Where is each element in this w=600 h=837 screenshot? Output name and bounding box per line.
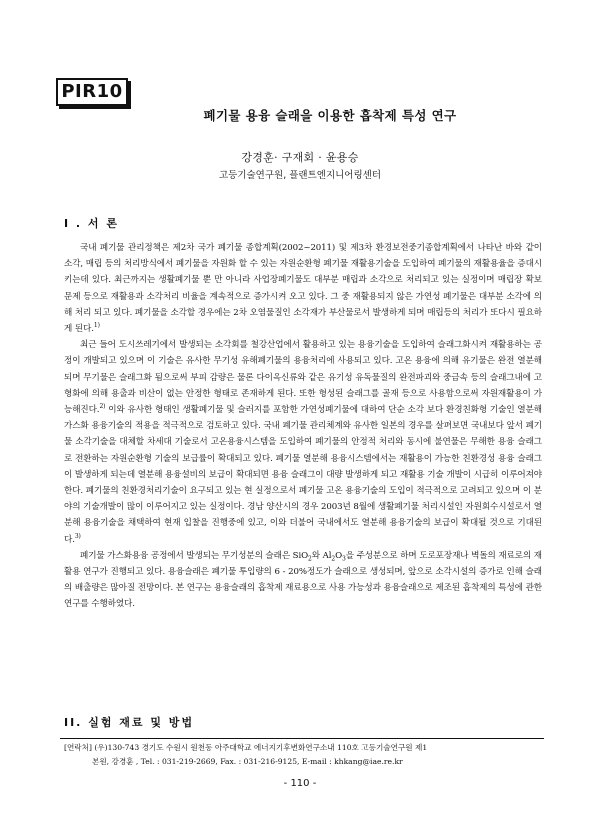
contact-footnote	[64, 741, 542, 769]
paragraph-2-text-a: 최근 들어 도시쓰레기에서 발생되는 소각회를 철강산업에서 활용하고 있는 용융기술을 도입하여 슬래그화시켜 재활용하는 공정이 개발되고 있으며 이 기술은 유사한 무기성 유해폐기물의 용융처리에 사용되고 있다. 고온 용융에 의해 유기물은 완전 열분해되며 무기물은 슬래그화 됨으로써 부피 감량은 물론 다이옥신류와 같은 유기성 유독물질의 완전파괴와 중금속 등의 슬래그내에 고형화에 의해 용출과 비산이 없는 안정한 형태로 존재하게 된다. 또한 형성된 슬래그를 골재 등으로 사용함으로써 자원재활용이 가능해진다.	[64, 340, 542, 416]
citation-1: 1)	[93, 322, 100, 330]
paragraph-3-text-c: O	[335, 550, 343, 561]
introduction-body	[64, 240, 542, 613]
paragraph-3-text-a: 폐기물 가스화용융 공정에서 발생되는 무기성분의 슬래은 SiO	[80, 550, 309, 561]
citation-2: 2)	[99, 403, 106, 411]
section-heading-introduction: I . 서 론	[64, 217, 120, 230]
page-number: - 110 -	[283, 778, 317, 789]
paragraph-2	[64, 337, 542, 548]
footnote-divider	[60, 738, 544, 739]
subscript-al2: 2	[331, 555, 336, 563]
footnote-line-2: 본원, 강경훈 , Tel. : 031-219-2669, Fax. : 031-216-9125, E-mail : khkang@iae.re.kr	[92, 757, 403, 766]
paragraph-3	[64, 548, 542, 613]
footnote-line-1: [연락처] (우)130-743 경기도 수원시 원천동 아주대학교 에너지기후변화연구소내 110호 고등기술연구원 제1	[64, 743, 428, 752]
paragraph-2-text-b: 이와 유사한 형태인 생활폐기물 및 슬러지를 포함한 가연성폐기물에 대하여 단순 소각 보다 환경친화형 기술인 열분해 가스화 용융기술의 적용을 적극적으로 검토하고 있다. 국내 폐기물 관리체계와 유사한 일본의 경우를 살펴보면 국내보다 앞서 폐기물 소각기술을 대체할 차세대 기술로서 고온용융시스템을 도입하여 폐기물의 안정적 처리와 동시에 불연물은 무해한 용융 슬래그로 전환하는 자원순환형 기술의 보급률이 확대되고 있다. 폐기물 열분해 용융시스템에서는 재활용이 가능한 친환경성 용융 슬래그이 발생하게 되는데 열분해 용융설비의 보급이 확대되면 용융 슬래그이 대량 발생하게 되고 재활용 기술 개발이 시급히 이루어져야 한다. 폐기물의 친환경처리기술이 요구되고 있는 현 실정으로서 폐기물 고온 용융기술의 도입이 적극적으로 고려되고 있으며 이 분야의 기술개발이 많이 이루어지고 있는 실정이다. 경남 양산시의 경우 2003년 8월에 생활폐기물 처리시설인 자원회수시설로서 열분해 용융기술을 채택하여 현재 입찰을 진행중에 있고, 이와 더불어 국내에서도 열분해 용융기술의 보급이 확대될 것으로 기대된다.	[64, 405, 542, 545]
section-heading-methods: II. 실험 재료 및 방법	[64, 716, 195, 729]
paragraph-3-text-d: 을 주성분으로 하며 도로포장재나 벽돌의 재료로의 재활용 연구가 진행되고 있다. 용융슬래은 폐기물 투입량의 6 - 20%정도가 슬래으로 생성되며, 앞으로 소각시설의 증가로 인해 슬래의 배출량은 많아질 전망이다. 본 연구는 용융슬래의 흡착제 재료용으로 사용 가능성과 용융슬래으로 제조된 흡착제의 특성에 관한 연구를 수행하였다.	[64, 550, 542, 610]
subscript-o3: 3	[342, 555, 346, 563]
paper-code-badge: PIR10	[56, 78, 128, 106]
paragraph-3-text-b: 와 Al	[311, 550, 332, 561]
author-list: 강경훈· 구재회 · 윤용승	[241, 151, 359, 164]
paragraph-1	[64, 240, 542, 337]
author-affiliation: 고등기술연구원, 플랜트엔지니어링센터	[218, 170, 382, 181]
paper-title: 폐기물 용융 슬래을 이용한 흡착제 특성 연구	[203, 108, 457, 123]
citation-3: 3)	[74, 532, 81, 540]
subscript-sio2: 2	[308, 555, 312, 563]
paragraph-1-text: 국내 폐기물 관리정책은 제2차 국가 폐기물 종합계획(2002~2011) 및 제3차 환경보전중기종합계획에서 나타난 바와 같이 소각, 매립 등의 처리방식에서 폐기물을 자원화 할 수 있는 자원순환형 폐기물 재활용기술을 도입하여 폐기물의 재활용율을 증대시키는데 있다. 최근까지는 생활폐기물 뿐 만 아니라 사업장폐기물도 대부분 매립과 소각으로 처리되고 있는 실정이며 매립장 확보 문제 등으로 재활용과 소각처리 비율을 계속적으로 증가시켜 오고 있다. 그 중 재활용되지 않은 가연성 폐기물은 대부분 소각에 의해 처리 되고 있다. 폐기물을 소각할 경우에는 2차 오염물질인 소각재가 부산물로서 발생하게 되며 매립등의 처리가 또다시 필요하게 된다.	[64, 243, 542, 335]
